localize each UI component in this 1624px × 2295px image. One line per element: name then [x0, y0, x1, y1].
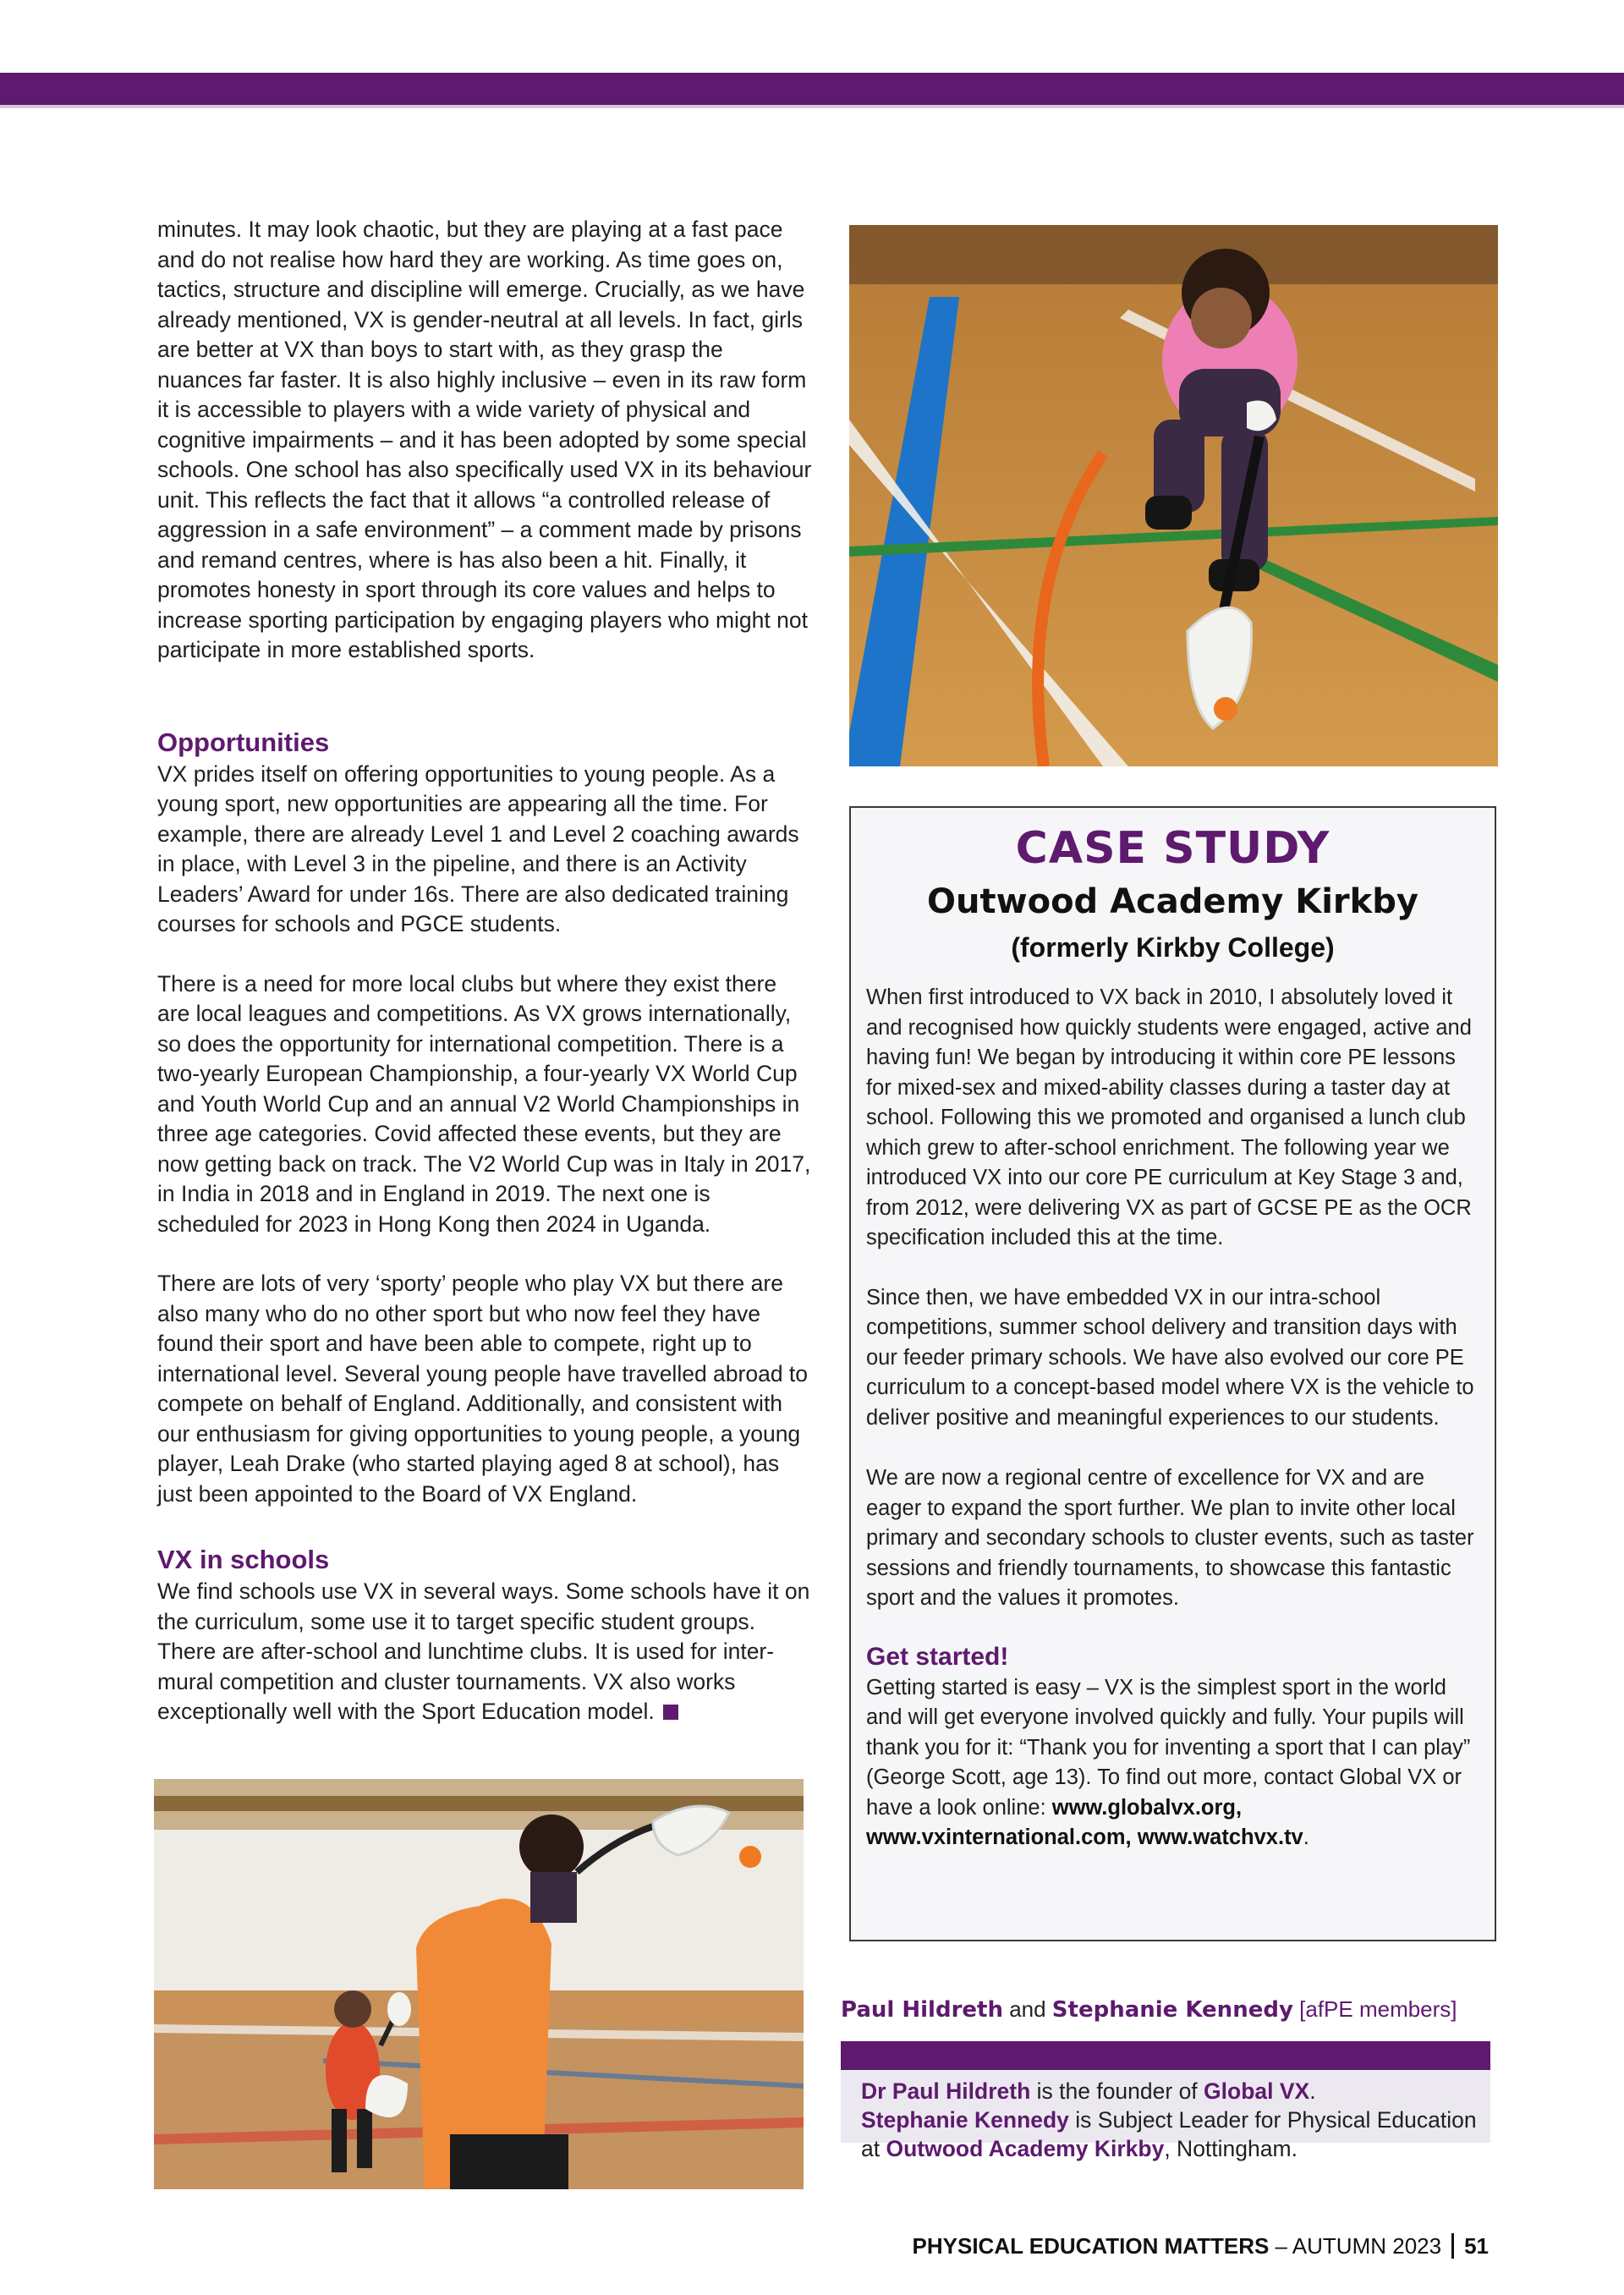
opportunities-heading: Opportunities	[157, 727, 330, 757]
photo-players-in-gym	[154, 1779, 804, 2189]
opportunities-paragraph-3: There are lots of very ‘sporty’ people who play VX but there are also many who do no other sport but who now feel they have found their sport and have been able to compete, right up to international level. Several young people have travelled abroad to compete on behalf of England. Additionally, and consistent with our enthusiasm for giving opportunities to young people, a young player, Leah Drake (who started playing aged 8 at school), has just been appointed to the Board of VX England.	[157, 1271, 809, 1507]
vx-in-schools-text: We find schools use VX in several ways. Some schools have it on the curriculum, some use it to target specific student groups. There are after-school and lunchtime clubs. It is used for inter-mural competition and cluster tournaments. VX also works exceptionally well with the Sport Education model.	[157, 1578, 810, 1724]
photo-players-illustration	[154, 1779, 804, 2189]
end-mark-icon	[663, 1705, 678, 1720]
article-column	[157, 215, 813, 1727]
opportunities-paragraph-2: There is a need for more local clubs but where they exist there are local leagues and competitions. As VX grows internationally, so does the opportunity for international competition. There is a two-yearly European Championship, a four-yearly VX World Cup and Youth World Cup and an annual V2 World Championships in three age categories. Covid affected these events, but they are now getting back on track. The V2 World Cup was in Italy in 2017, in India in 2018 and in England in 2019. The next one is scheduled for 2023 in Hong Kong then 2024 in Uganda.	[157, 970, 811, 1237]
vx-in-schools-heading: VX in schools	[157, 1545, 330, 1574]
photo-child-playing-vx	[849, 225, 1498, 766]
case-study-school: Outwood Academy Kirkby	[927, 882, 1418, 921]
photo-child-illustration	[849, 225, 1498, 766]
bio-org-2: Outwood Academy Kirkby	[886, 2136, 1165, 2161]
website-links[interactable]: www.globalvx.org, www.vxinternational.com, www.watchvx.tv	[866, 1795, 1303, 1849]
page-footer	[913, 2233, 1489, 2259]
author-bio-text	[861, 2077, 1490, 2163]
author-name-2: Stephanie Kennedy	[1051, 1997, 1293, 2023]
author-membership-tag: [afPE members]	[1292, 1996, 1457, 2022]
vx-in-schools-paragraph	[157, 1577, 813, 1727]
case-study-body	[866, 983, 1482, 1853]
author-name-1: Paul Hildreth	[841, 1997, 1003, 2023]
get-started-heading: Get started!	[866, 1642, 1009, 1671]
get-started-paragraph	[866, 1673, 1482, 1853]
bio-text-2: is Subject Leader for Physical Education at	[861, 2107, 1477, 2161]
author-conjunction: and	[1002, 1996, 1052, 2022]
author-bio-box	[841, 2070, 1490, 2161]
issue-label: – AUTUMN 2023	[1269, 2233, 1442, 2259]
opportunities-paragraph-1: VX prides itself on offering opportunities to young people. As a young sport, new opportunities are appearing all the time. For example, there are already Level 1 and Level 2 coaching awards in place, with Level 3 in the pipeline, and there is an Activity Leaders’ Award for under 16s. There are also dedicated training courses for schools and PGCE students.	[157, 760, 799, 936]
bio-end-2: , Nottingham.	[1164, 2136, 1298, 2161]
bio-text-1: is the founder of	[1030, 2078, 1204, 2104]
header-bar-shadow	[0, 105, 1624, 108]
footer-separator	[1451, 2233, 1454, 2259]
case-study-paragraph-2: Since then, we have embedded VX in our intra-school competitions, summer school delivery and transition days with our feeder primary schools. We have also evolved our core PE curriculum to a concept-based model where VX is the vehicle to deliver positive and meaningful experiences to our students.	[866, 1285, 1474, 1430]
case-study-former-name: (formerly Kirkby College)	[1011, 932, 1335, 963]
page-number: 51	[1464, 2233, 1489, 2259]
header-bar	[0, 73, 1624, 105]
case-study-title: CASE STUDY	[1015, 823, 1330, 874]
case-study-box	[849, 806, 1496, 1941]
magazine-title: PHYSICAL EDUCATION MATTERS	[912, 2233, 1270, 2259]
bio-org-1: Global VX	[1204, 2078, 1310, 2104]
intro-paragraph: minutes. It may look chaotic, but they are playing at a fast pace and do not realise how hard they are working. As time goes on, tactics, structure and discipline will emerge. Crucially, as we have already mentioned, VX is gender-neutral at all levels. In fact, girls are better at VX than boys to start with, as they grasp the nuances far faster. It is also highly inclusive – even in its raw form it is accessible to players with a wide variety of physical and cognitive impairments – and it has been adopted by some special schools. One school has also specifically used VX in its behaviour unit. This reflects the fact that it allows “a controlled release of aggression in a safe environment” – a comment made by prisons and remand centres, where is has also been a hit. Finally, it promotes honesty in sport through its core values and helps to increase sporting participation by engaging players who might not participate in more established sports.	[157, 217, 812, 662]
links-period: .	[1303, 1826, 1309, 1849]
bio-name-2: Stephanie Kennedy	[861, 2107, 1069, 2133]
bio-end-1: .	[1309, 2078, 1316, 2104]
bio-name-1: Dr Paul Hildreth	[861, 2078, 1031, 2104]
case-study-paragraph-3: We are now a regional centre of excellence for VX and are eager to expand the sport further. We plan to invite other local primary and secondary schools to cluster events, such as taster sessions and friendly tournaments, to showcase this fantastic sport and the values it promotes.	[866, 1466, 1474, 1610]
author-credits	[841, 1996, 1457, 2023]
case-study-paragraph-1: When first introduced to VX back in 2010, I absolutely loved it and recognised how quickly students were engaged, active and having fun! We began by introducing it within core PE lessons for mixed-sex and mixed-ability classes during a taster day at school. Following this we promoted and organised a lunch club which grew to after-school enrichment. The following year we introduced VX into our core PE curriculum at Key Stage 3 and, from 2012, were delivering VX as part of GCSE PE as the OCR specification included this at the time.	[866, 986, 1472, 1249]
bio-header-bar	[841, 2041, 1490, 2070]
get-started-text: Getting started is easy – VX is the simplest sport in the world and will get everyone involved quickly and fully. Your pupils will thank you for it: “Thank you for inventing a sport that I can play” (George Scott, age 13). To find out more, contact Global VX or have a look online:	[866, 1675, 1471, 1820]
